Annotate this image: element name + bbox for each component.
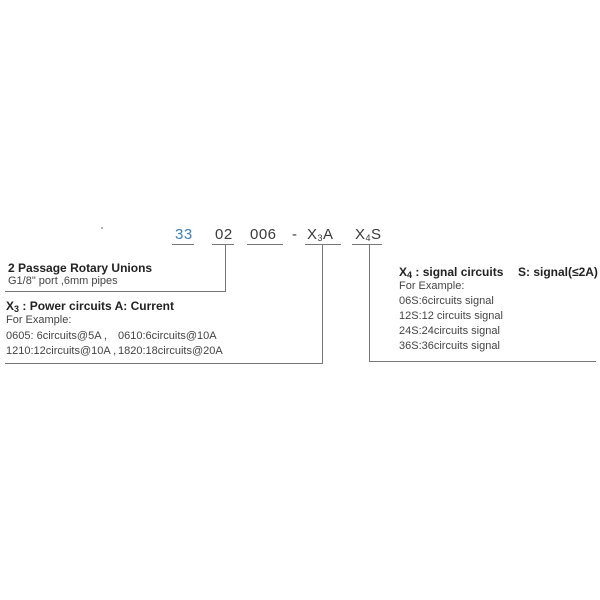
- code-x3: X3A: [307, 226, 334, 243]
- power-example-1210: 1210:12circuits@10A ,: [6, 345, 117, 357]
- power-example-1820: 1820:18circuits@20A: [118, 345, 223, 357]
- leader-passage-horizontal: [5, 291, 226, 292]
- passage-spec: G1/8" port ,6mm pipes: [8, 275, 118, 287]
- power-example-0605: 0605: 6circuits@5A ,: [6, 330, 108, 342]
- power-example-0610: 0610:6circuits@10A: [118, 330, 217, 342]
- code-x4-underline: [352, 244, 382, 245]
- code-series-underline: [172, 244, 194, 245]
- signal-item: 36S:36circuits signal: [399, 340, 500, 352]
- code-dash: -: [292, 226, 298, 243]
- code-x4: X4S: [355, 226, 382, 243]
- signal-example-label: For Example:: [399, 280, 465, 292]
- stray-dot: [101, 227, 103, 229]
- leader-signal-horizontal: [369, 361, 596, 362]
- signal-item: 24S:24circuits signal: [399, 325, 500, 337]
- signal-title: X4 : signal circuits: [399, 265, 504, 280]
- signal-item: 12S:12 circuits signal: [399, 310, 503, 322]
- leader-signal-vertical: [369, 244, 370, 362]
- leader-power-vertical: [322, 244, 323, 364]
- passage-title: 2 Passage Rotary Unions: [8, 261, 153, 275]
- code-size-underline: [247, 244, 283, 245]
- signal-title-right: S: signal(≤2A): [518, 265, 598, 279]
- leader-power-horizontal: [5, 363, 323, 364]
- code-x3-underline: [305, 244, 341, 245]
- code-passage-underline: [212, 244, 234, 245]
- code-series: 33: [175, 226, 193, 243]
- code-size: 006: [250, 226, 277, 243]
- power-title: X3 : Power circuits A: Current: [6, 299, 174, 314]
- code-passage: 02: [215, 226, 233, 243]
- power-example-label: For Example:: [6, 314, 72, 326]
- signal-item: 06S:6circuits signal: [399, 295, 494, 307]
- leader-passage-vertical: [225, 244, 226, 292]
